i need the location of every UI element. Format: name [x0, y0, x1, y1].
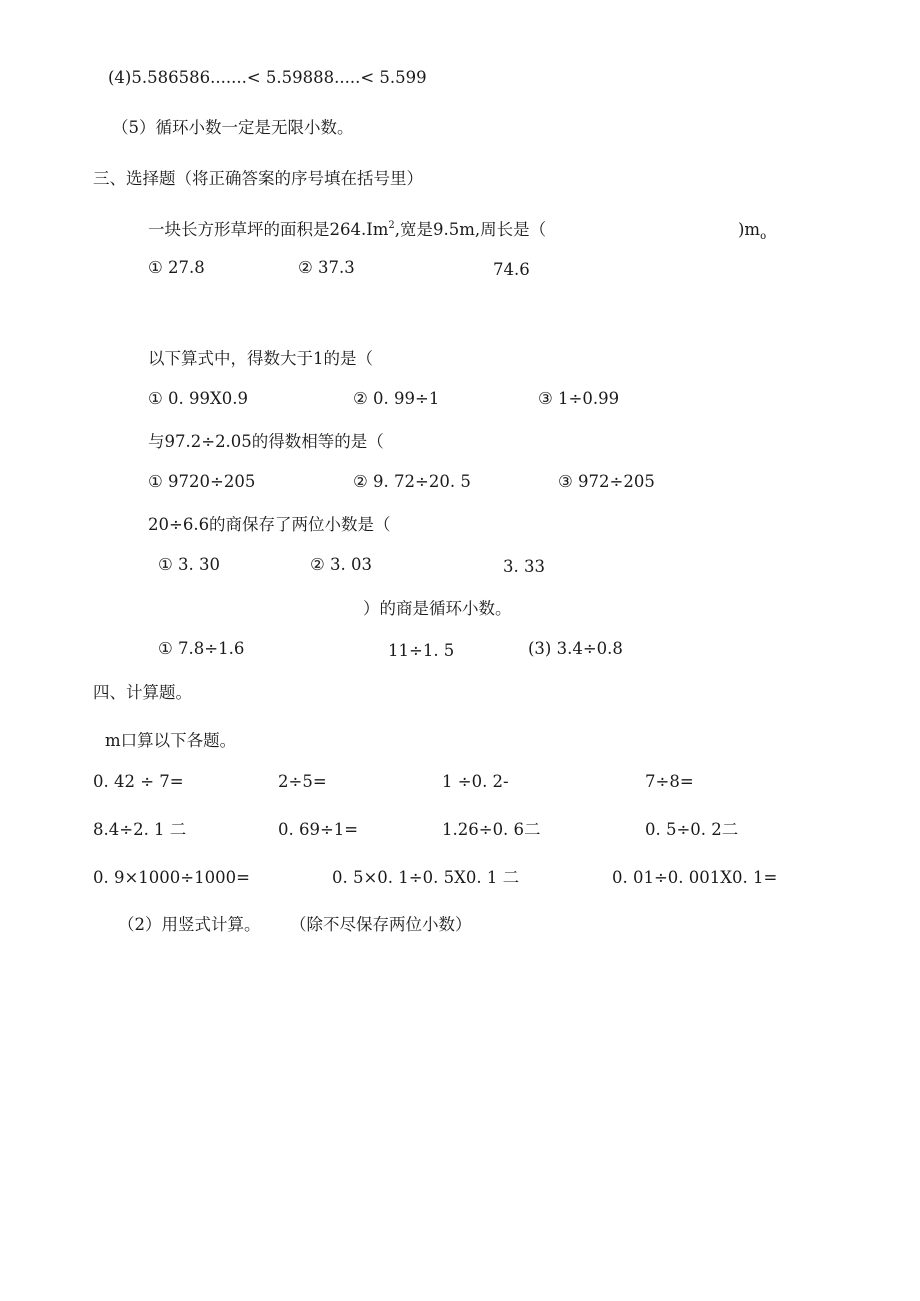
q1-stem-text: 一块长方形草坪的面积是264.Im [148, 220, 389, 239]
section4-sub1: m口算以下各题。 [105, 731, 237, 750]
q2-stem: 以下算式中，得数大于1的是（ [148, 349, 373, 368]
calc-r1-c2: 2÷5= [278, 772, 327, 791]
q1-stem [148, 222, 546, 239]
calc-r2-c3: 1.26÷0. 6二 [442, 820, 541, 839]
q5-stem: ）的商是循环小数。 [363, 599, 512, 618]
q1-option-3: 74.6 [493, 260, 530, 279]
q1-option-2: ② 37.3 [298, 258, 355, 277]
calc-r3-c3: 0. 01÷0. 001X0. 1= [612, 868, 778, 887]
q5-option-1: ① 7.8÷1.6 [158, 639, 245, 658]
calc-r3-c1: 0. 9×1000÷1000= [93, 868, 250, 887]
q4-option-3: 3. 33 [503, 557, 545, 576]
q3-option-3: ③ 972÷205 [558, 472, 655, 491]
q5-option-2: 11÷1. 5 [388, 641, 455, 660]
q3-option-1: ① 9720÷205 [148, 472, 256, 491]
q4-option-2: ② 3. 03 [310, 555, 373, 574]
q2-option-3: ③ 1÷0.99 [538, 389, 620, 408]
calc-r1-c3: 1 ÷0. 2- [442, 772, 509, 791]
q1-tail [738, 220, 767, 242]
q5-option-3: (3) 3.4÷0.8 [528, 639, 623, 658]
q3-option-2: ② 9. 72÷20. 5 [353, 472, 471, 491]
q3-stem: 与97.2÷2.05的得数相等的是（ [148, 432, 384, 451]
calc-r2-c2: 0. 69÷1= [278, 820, 359, 839]
q4-stem: 20÷6.6的商保存了两位小数是（ [148, 515, 391, 534]
section4-sub2: （2）用竖式计算。 [118, 915, 261, 934]
q2-option-1: ① 0. 99X0.9 [148, 389, 249, 408]
calc-r1-c1: 0. 42 ÷ 7= [93, 772, 184, 791]
section4-sub2-note: （除不尽保存两位小数） [290, 915, 472, 934]
judge-item-4: (4)5.586586.......< 5.59888.....< 5.599 [108, 68, 427, 87]
q2-option-2: ② 0. 99÷1 [353, 389, 440, 408]
calc-r2-c1: 8.4÷2. 1 二 [93, 820, 187, 839]
calc-r2-c4: 0. 5÷0. 2二 [645, 820, 739, 839]
section4-heading: 四、计算题。 [93, 683, 192, 702]
judge-item-5: （5）循环小数一定是无限小数。 [112, 118, 354, 137]
q1-tail-subscript: o [760, 231, 767, 242]
section3-heading: 三、选择题（将正确答案的序号填在括号里） [93, 169, 423, 188]
q1-stem-rest: ,宽是9.5m,周长是（ [394, 220, 547, 239]
q1-stem-superscript: 2 [388, 220, 395, 231]
calc-r1-c4: 7÷8= [645, 772, 694, 791]
calc-r3-c2: 0. 5×0. 1÷0. 5X0. 1 二 [332, 868, 520, 887]
q4-option-1: ① 3. 30 [158, 555, 221, 574]
q1-option-1: ① 27.8 [148, 258, 205, 277]
q1-tail-text: )m [738, 220, 761, 239]
